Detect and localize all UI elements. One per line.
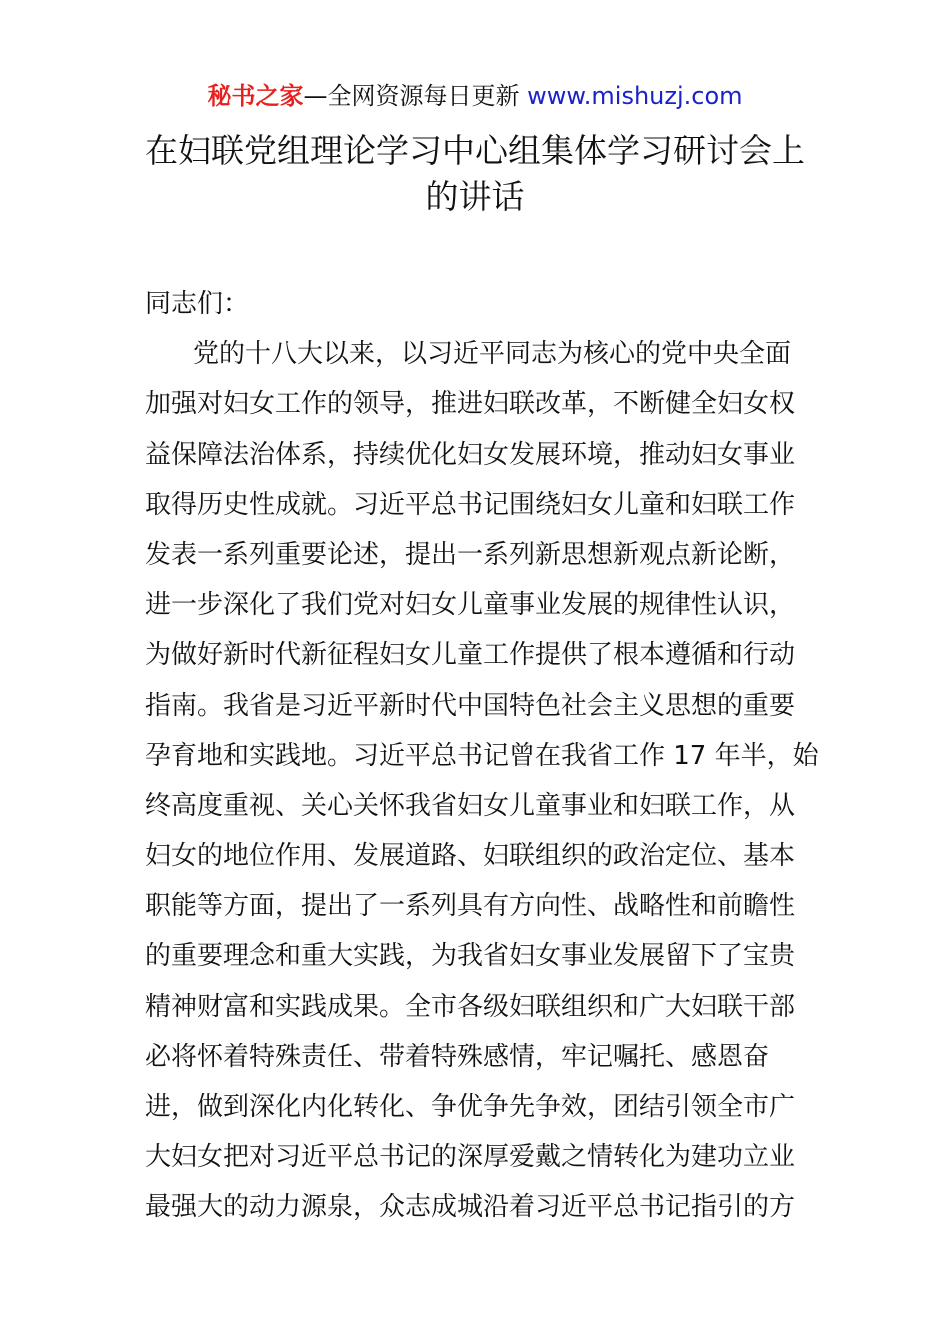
body-line: 加强对妇女工作的领导，推进妇联改革，不断健全妇女权 xyxy=(145,389,796,420)
body-line: 的重要理念和重大实践，为我省妇女事业发展留下了宝贵 xyxy=(145,941,796,972)
body-line: 党的十八大以来，以习近平同志为核心的党中央全面 xyxy=(193,339,792,370)
body-line: 妇女的地位作用、发展道路、妇联组织的政治定位、基本 xyxy=(145,841,796,872)
body-line: 终高度重视、关心关怀我省妇女儿童事业和妇联工作，从 xyxy=(145,790,796,821)
body-line: 大妇女把对习近平总书记的深厚爱戴之情转化为建功立业 xyxy=(145,1142,796,1173)
body-line: 孕育地和实践地。习近平总书记曾在我省工作 17 年半，始 xyxy=(145,740,819,771)
body-line: 进，做到深化内化转化、争优争先争效，团结引领全市广 xyxy=(145,1092,796,1122)
site-header xyxy=(0,80,950,112)
body-line: 最强大的动力源泉，众志成城沿着习近平总书记指引的方 xyxy=(145,1192,796,1223)
body-line: 为做好新时代新征程妇女儿童工作提供了根本遵循和行动 xyxy=(145,640,796,671)
site-url-link[interactable]: www.mishuzj.com xyxy=(527,82,743,110)
document-title xyxy=(0,128,950,220)
title-line-2: 的讲话 xyxy=(425,177,525,216)
body-line: 精神财富和实践成果。全市各级妇联组织和广大妇联干部 xyxy=(145,991,796,1022)
body-line: 进一步深化了我们党对妇女儿童事业发展的规律性认识， xyxy=(145,590,796,621)
body-line: 指南。我省是习近平新时代中国特色社会主义思想的重要 xyxy=(145,690,796,721)
salutation: 同志们： xyxy=(145,289,250,319)
body-line: 必将怀着特殊责任、带着特殊感情，牢记嘱托、感恩奋 xyxy=(145,1041,770,1072)
body-line: 发表一系列重要论述，提出一系列新思想新观点新论断， xyxy=(145,539,796,570)
site-brand: 秘书之家 xyxy=(207,82,304,110)
body-line: 职能等方面，提出了一系列具有方向性、战略性和前瞻性 xyxy=(145,891,796,922)
document-body xyxy=(145,279,819,1233)
site-tagline: —全网资源每日更新 xyxy=(303,82,520,110)
body-line: 益保障法治体系，持续优化妇女发展环境，推动妇女事业 xyxy=(145,439,796,470)
body-line: 取得历史性成就。习近平总书记围绕妇女儿童和妇联工作 xyxy=(145,489,796,520)
title-line-1: 在妇联党组理论学习中心组集体学习研讨会上 xyxy=(145,131,805,170)
